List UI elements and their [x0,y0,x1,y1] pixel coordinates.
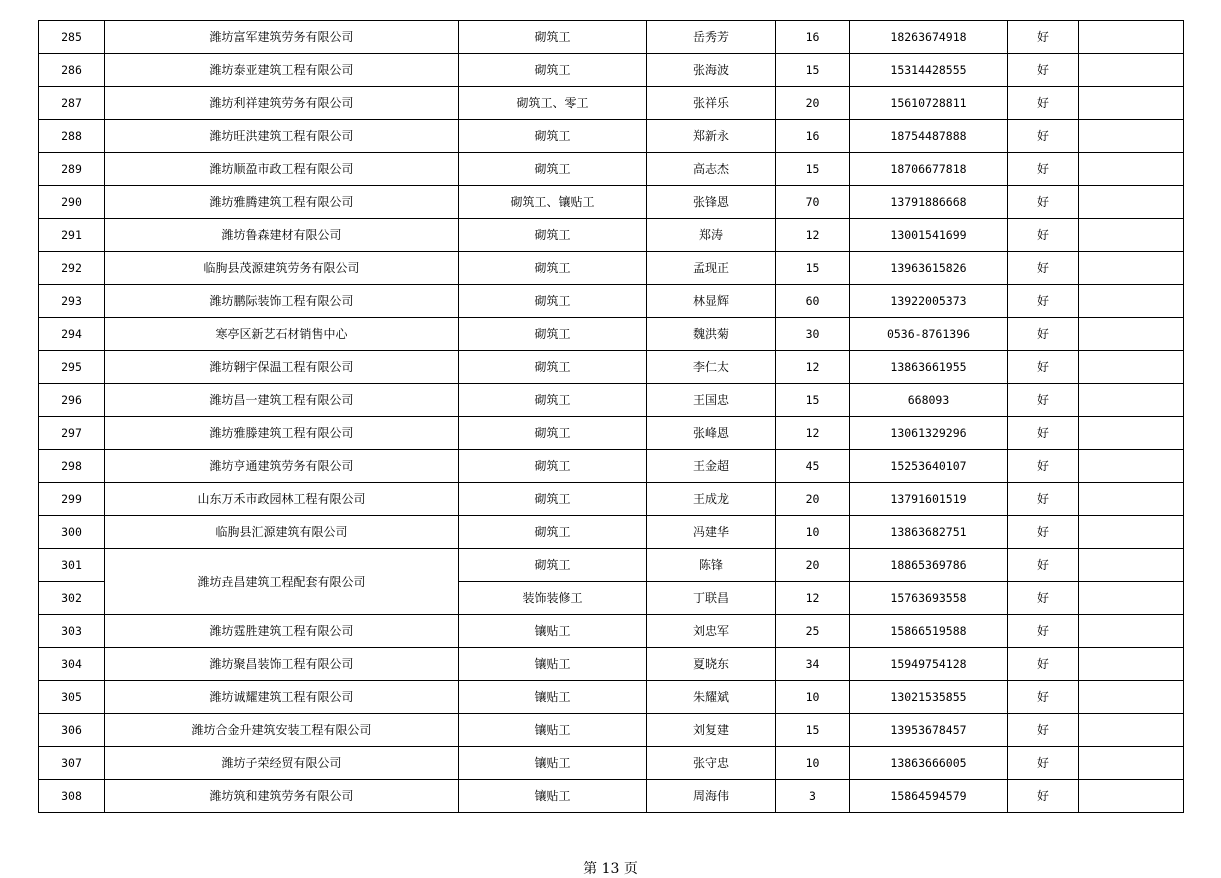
worker-count-cell: 12 [776,219,850,252]
worker-count-cell: 15 [776,54,850,87]
trade-type-cell: 镶贴工 [459,714,647,747]
worker-count-cell: 10 [776,516,850,549]
remarks-cell [1079,648,1184,681]
worker-count-cell: 16 [776,21,850,54]
remarks-cell [1079,318,1184,351]
contact-person-cell: 陈锋 [647,549,776,582]
rating-cell: 好 [1008,54,1079,87]
worker-count-cell: 15 [776,153,850,186]
company-name-cell: 山东万禾市政园林工程有限公司 [105,483,459,516]
phone-number-cell: 15610728811 [850,87,1008,120]
remarks-cell [1079,153,1184,186]
remarks-cell [1079,384,1184,417]
table-row [39,153,1184,186]
rating-cell: 好 [1008,153,1079,186]
company-name-cell: 潍坊鹏际装饰工程有限公司 [105,285,459,318]
worker-count-cell: 16 [776,120,850,153]
table-row [39,417,1184,450]
company-name-cell: 潍坊诚耀建筑工程有限公司 [105,681,459,714]
phone-number-cell: 13963615826 [850,252,1008,285]
rating-cell: 好 [1008,87,1079,120]
row-number-cell: 292 [39,252,105,285]
table-row [39,186,1184,219]
company-name-cell: 潍坊翱宇保温工程有限公司 [105,351,459,384]
company-name-cell: 潍坊雅滕建筑工程有限公司 [105,417,459,450]
contact-person-cell: 岳秀芳 [647,21,776,54]
rating-cell: 好 [1008,351,1079,384]
contact-person-cell: 张祥乐 [647,87,776,120]
phone-number-cell: 13021535855 [850,681,1008,714]
phone-number-cell: 15866519588 [850,615,1008,648]
remarks-cell [1079,450,1184,483]
row-number-cell: 305 [39,681,105,714]
rating-cell: 好 [1008,417,1079,450]
worker-count-cell: 25 [776,615,850,648]
row-number-cell: 290 [39,186,105,219]
company-name-cell: 临朐县茂源建筑劳务有限公司 [105,252,459,285]
contact-person-cell: 张海波 [647,54,776,87]
worker-count-cell: 3 [776,780,850,813]
trade-type-cell: 砌筑工 [459,54,647,87]
rating-cell: 好 [1008,252,1079,285]
worker-count-cell: 15 [776,252,850,285]
phone-number-cell: 0536-8761396 [850,318,1008,351]
contact-person-cell: 冯建华 [647,516,776,549]
phone-number-cell: 15763693558 [850,582,1008,615]
remarks-cell [1079,582,1184,615]
trade-type-cell: 砌筑工 [459,483,647,516]
worker-count-cell: 12 [776,351,850,384]
worker-count-cell: 20 [776,483,850,516]
rating-cell: 好 [1008,285,1079,318]
row-number-cell: 289 [39,153,105,186]
company-name-cell: 潍坊霆胜建筑工程有限公司 [105,615,459,648]
remarks-cell [1079,87,1184,120]
phone-number-cell: 18706677818 [850,153,1008,186]
row-number-cell: 285 [39,21,105,54]
table-row [39,648,1184,681]
worker-count-cell: 70 [776,186,850,219]
company-name-cell: 潍坊子荣经贸有限公司 [105,747,459,780]
trade-type-cell: 砌筑工 [459,120,647,153]
trade-type-cell: 镶贴工 [459,615,647,648]
table-row [39,120,1184,153]
rating-cell: 好 [1008,318,1079,351]
row-number-cell: 299 [39,483,105,516]
trade-type-cell: 砌筑工 [459,219,647,252]
page-number: 第 13 页 [583,861,638,877]
table-row [39,483,1184,516]
contact-person-cell: 李仁太 [647,351,776,384]
trade-type-cell: 砌筑工 [459,285,647,318]
row-number-cell: 287 [39,87,105,120]
company-name-cell: 潍坊聚昌装饰工程有限公司 [105,648,459,681]
phone-number-cell: 13061329296 [850,417,1008,450]
rating-cell: 好 [1008,120,1079,153]
company-name-cell: 潍坊鲁森建材有限公司 [105,219,459,252]
table-row [39,252,1184,285]
remarks-cell [1079,681,1184,714]
table-row [39,714,1184,747]
trade-type-cell: 砌筑工 [459,450,647,483]
phone-number-cell: 13791601519 [850,483,1008,516]
row-number-cell: 293 [39,285,105,318]
trade-type-cell: 砌筑工 [459,549,647,582]
remarks-cell [1079,780,1184,813]
contact-person-cell: 王金超 [647,450,776,483]
company-name-cell: 潍坊亨通建筑劳务有限公司 [105,450,459,483]
trade-type-cell: 砌筑工 [459,516,647,549]
worker-count-cell: 34 [776,648,850,681]
worker-count-cell: 12 [776,582,850,615]
contact-person-cell: 张峰恩 [647,417,776,450]
remarks-cell [1079,417,1184,450]
table-row [39,780,1184,813]
trade-type-cell: 砌筑工 [459,153,647,186]
row-number-cell: 300 [39,516,105,549]
company-name-cell: 潍坊泰亚建筑工程有限公司 [105,54,459,87]
phone-number-cell: 15314428555 [850,54,1008,87]
table-row [39,54,1184,87]
table-row [39,681,1184,714]
phone-number-cell: 13863661955 [850,351,1008,384]
row-number-cell: 304 [39,648,105,681]
rating-cell: 好 [1008,549,1079,582]
table-row [39,21,1184,54]
row-number-cell: 308 [39,780,105,813]
company-name-cell: 潍坊雅腾建筑工程有限公司 [105,186,459,219]
row-number-cell: 303 [39,615,105,648]
remarks-cell [1079,21,1184,54]
remarks-cell [1079,747,1184,780]
company-name-cell: 潍坊合金升建筑安装工程有限公司 [105,714,459,747]
row-number-cell: 307 [39,747,105,780]
remarks-cell [1079,219,1184,252]
trade-type-cell: 镶贴工 [459,747,647,780]
contact-person-cell: 张守忠 [647,747,776,780]
worker-count-cell: 15 [776,384,850,417]
company-name-cell: 寒亭区新艺石材销售中心 [105,318,459,351]
worker-count-cell: 45 [776,450,850,483]
phone-number-cell: 18865369786 [850,549,1008,582]
worker-count-cell: 20 [776,87,850,120]
remarks-cell [1079,516,1184,549]
remarks-cell [1079,714,1184,747]
phone-number-cell: 13863682751 [850,516,1008,549]
table-row [39,549,1184,582]
trade-type-cell: 砌筑工 [459,318,647,351]
table-row [39,384,1184,417]
contact-person-cell: 张锋恩 [647,186,776,219]
trade-type-cell: 砌筑工 [459,417,647,450]
phone-number-cell: 13863666005 [850,747,1008,780]
phone-number-cell: 15253640107 [850,450,1008,483]
remarks-cell [1079,54,1184,87]
row-number-cell: 295 [39,351,105,384]
contact-person-cell: 林显辉 [647,285,776,318]
table-row [39,351,1184,384]
company-name-cell: 潍坊富军建筑劳务有限公司 [105,21,459,54]
row-number-cell: 302 [39,582,105,615]
contact-person-cell: 夏晓东 [647,648,776,681]
row-number-cell: 301 [39,549,105,582]
contact-person-cell: 朱耀斌 [647,681,776,714]
rating-cell: 好 [1008,582,1079,615]
table-row [39,516,1184,549]
trade-type-cell: 砌筑工 [459,384,647,417]
worker-count-cell: 15 [776,714,850,747]
remarks-cell [1079,186,1184,219]
table-row [39,219,1184,252]
table-row [39,747,1184,780]
phone-number-cell: 13791886668 [850,186,1008,219]
contact-person-cell: 丁联昌 [647,582,776,615]
trade-type-cell: 装饰装修工 [459,582,647,615]
row-number-cell: 294 [39,318,105,351]
rating-cell: 好 [1008,516,1079,549]
rating-cell: 好 [1008,483,1079,516]
rating-cell: 好 [1008,681,1079,714]
row-number-cell: 291 [39,219,105,252]
contact-person-cell: 郑新永 [647,120,776,153]
contact-person-cell: 孟现正 [647,252,776,285]
phone-number-cell: 15949754128 [850,648,1008,681]
company-name-cell: 临朐县汇源建筑有限公司 [105,516,459,549]
trade-type-cell: 砌筑工 [459,252,647,285]
rating-cell: 好 [1008,615,1079,648]
worker-count-cell: 60 [776,285,850,318]
rating-cell: 好 [1008,648,1079,681]
trade-type-cell: 镶贴工 [459,780,647,813]
company-name-cell: 潍坊旺洪建筑工程有限公司 [105,120,459,153]
table-row [39,615,1184,648]
company-name-cell: 潍坊顺盈市政工程有限公司 [105,153,459,186]
rating-cell: 好 [1008,714,1079,747]
row-number-cell: 297 [39,417,105,450]
contact-person-cell: 王国忠 [647,384,776,417]
phone-number-cell: 18263674918 [850,21,1008,54]
remarks-cell [1079,120,1184,153]
worker-count-cell: 10 [776,747,850,780]
company-table [38,20,1184,813]
trade-type-cell: 砌筑工、镶贴工 [459,186,647,219]
worker-count-cell: 12 [776,417,850,450]
row-number-cell: 296 [39,384,105,417]
remarks-cell [1079,615,1184,648]
company-name-cell: 潍坊垚昌建筑工程配套有限公司 [105,549,459,615]
phone-number-cell: 13001541699 [850,219,1008,252]
rating-cell: 好 [1008,747,1079,780]
rating-cell: 好 [1008,186,1079,219]
rating-cell: 好 [1008,384,1079,417]
table-row [39,318,1184,351]
contact-person-cell: 魏洪菊 [647,318,776,351]
trade-type-cell: 镶贴工 [459,681,647,714]
company-name-cell: 潍坊筑和建筑劳务有限公司 [105,780,459,813]
contact-person-cell: 刘复建 [647,714,776,747]
remarks-cell [1079,549,1184,582]
trade-type-cell: 砌筑工 [459,21,647,54]
remarks-cell [1079,483,1184,516]
trade-type-cell: 镶贴工 [459,648,647,681]
contact-person-cell: 刘忠军 [647,615,776,648]
worker-count-cell: 30 [776,318,850,351]
row-number-cell: 286 [39,54,105,87]
rating-cell: 好 [1008,219,1079,252]
rating-cell: 好 [1008,780,1079,813]
row-number-cell: 288 [39,120,105,153]
table-row [39,285,1184,318]
phone-number-cell: 13922005373 [850,285,1008,318]
worker-count-cell: 10 [776,681,850,714]
contact-person-cell: 王成龙 [647,483,776,516]
remarks-cell [1079,252,1184,285]
table-row [39,450,1184,483]
phone-number-cell: 15864594579 [850,780,1008,813]
phone-number-cell: 13953678457 [850,714,1008,747]
contact-person-cell: 郑涛 [647,219,776,252]
trade-type-cell: 砌筑工、零工 [459,87,647,120]
rating-cell: 好 [1008,450,1079,483]
rating-cell: 好 [1008,21,1079,54]
phone-number-cell: 18754487888 [850,120,1008,153]
contact-person-cell: 周海伟 [647,780,776,813]
company-name-cell: 潍坊昌一建筑工程有限公司 [105,384,459,417]
worker-count-cell: 20 [776,549,850,582]
trade-type-cell: 砌筑工 [459,351,647,384]
company-name-cell: 潍坊利祥建筑劳务有限公司 [105,87,459,120]
phone-number-cell: 668093 [850,384,1008,417]
row-number-cell: 306 [39,714,105,747]
row-number-cell: 298 [39,450,105,483]
table-row [39,87,1184,120]
table-body [39,21,1184,813]
contact-person-cell: 高志杰 [647,153,776,186]
remarks-cell [1079,351,1184,384]
remarks-cell [1079,285,1184,318]
